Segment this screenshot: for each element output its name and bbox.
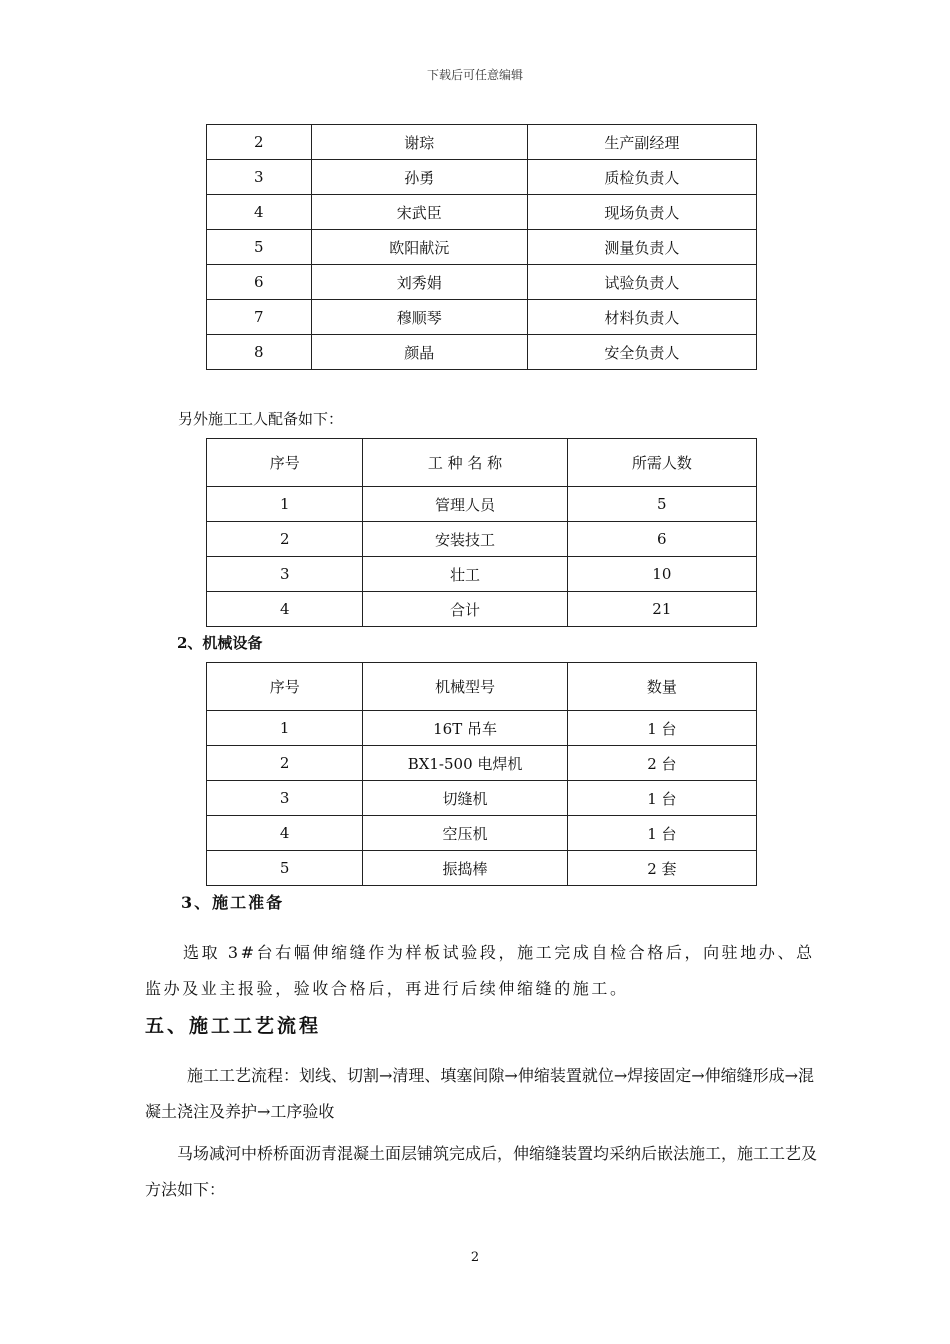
table-cell: 2 台 (567, 746, 756, 781)
table-cell: 6 (207, 265, 312, 300)
table-row (207, 125, 757, 160)
column-header: 机械型号 (363, 663, 567, 711)
table-cell: 刘秀娟 (311, 265, 527, 300)
table-cell: 欧阳献沅 (311, 230, 527, 265)
table-cell: 安全负责人 (527, 335, 756, 370)
table-cell: 8 (207, 335, 312, 370)
table-row (207, 746, 757, 781)
table-cell: 3 (207, 160, 312, 195)
column-header: 所需人数 (567, 439, 756, 487)
table-header-row (207, 663, 757, 711)
table-cell: 5 (207, 230, 312, 265)
table-cell: 3 (207, 557, 363, 592)
table-cell: 2 套 (567, 851, 756, 886)
page-number: 2 (470, 1250, 480, 1265)
table-cell: 测量负责人 (527, 230, 756, 265)
column-header: 序号 (207, 439, 363, 487)
table-cell: 空压机 (363, 816, 567, 851)
table-cell: 4 (207, 195, 312, 230)
table-cell: 2 (207, 125, 312, 160)
method-paragraph: 马场减河中桥桥面沥青混凝土面层铺筑完成后，伸缩缝装置均采纳后嵌法施工，施工工艺及方法如下： (145, 1144, 818, 1199)
table-row (207, 557, 757, 592)
process-paragraph: 施工工艺流程：划线、切割→清理、填塞间隙→伸缩装置就位→焊接固定→伸缩缝形成→混凝土浇注及养护→工序验收 (145, 1066, 815, 1121)
table-cell: 谢琮 (311, 125, 527, 160)
column-header: 数量 (567, 663, 756, 711)
table-cell: 壮工 (363, 557, 567, 592)
table-cell: 5 (207, 851, 363, 886)
table-row (207, 781, 757, 816)
table-cell: 质检负责人 (527, 160, 756, 195)
table-cell: 2 (207, 746, 363, 781)
page-header: 下载后可任意编辑 (426, 68, 523, 82)
table-cell: 材料负责人 (527, 300, 756, 335)
table-row (207, 522, 757, 557)
table-cell: 6 (567, 522, 756, 557)
workers-intro: 另外施工工人配备如下： (178, 410, 344, 428)
equipment-table (206, 662, 757, 886)
table-cell: 生产副经理 (527, 125, 756, 160)
table-cell: 孙勇 (311, 160, 527, 195)
table-cell: 穆顺琴 (311, 300, 527, 335)
table-row (207, 230, 757, 265)
table-cell: 安装技工 (363, 522, 567, 557)
table-cell: 10 (567, 557, 756, 592)
table-cell: 16T 吊车 (363, 711, 567, 746)
table-cell: 现场负责人 (527, 195, 756, 230)
table-cell: 21 (567, 592, 756, 627)
column-header: 工 种 名 称 (363, 439, 567, 487)
table-cell: 1 (207, 487, 363, 522)
staff-table (206, 124, 757, 370)
section-5-heading: 五、施工工艺流程 (145, 1015, 322, 1037)
table-cell: 4 (207, 816, 363, 851)
table-cell: 宋武臣 (311, 195, 527, 230)
table-cell: 1 台 (567, 816, 756, 851)
column-header: 序号 (207, 663, 363, 711)
table-cell: 1 台 (567, 781, 756, 816)
table-cell: 2 (207, 522, 363, 557)
table-row (207, 335, 757, 370)
table-cell: 管理人员 (363, 487, 567, 522)
table-cell: 3 (207, 781, 363, 816)
table-row (207, 816, 757, 851)
table-cell: 切缝机 (363, 781, 567, 816)
table-row (207, 592, 757, 627)
section-3-heading: 3、施工准备 (181, 893, 285, 912)
table-row (207, 265, 757, 300)
table-cell: 合计 (363, 592, 567, 627)
table-cell: 振捣棒 (363, 851, 567, 886)
table-cell: 7 (207, 300, 312, 335)
table-cell: 1 台 (567, 711, 756, 746)
table-cell: BX1-500 电焊机 (363, 746, 567, 781)
workers-table (206, 438, 757, 627)
section-3-paragraph: 选取 3#台右幅伸缩缝作为样板试验段，施工完成自检合格后，向驻地办、总监办及业主报验，验收合格后，再进行后续伸缩缝的施工。 (145, 943, 815, 998)
table-cell: 4 (207, 592, 363, 627)
table-header-row (207, 439, 757, 487)
table-cell: 试验负责人 (527, 265, 756, 300)
table-row (207, 851, 757, 886)
table-row (207, 160, 757, 195)
table-cell: 1 (207, 711, 363, 746)
table-row (207, 300, 757, 335)
section-2-heading: 2、机械设备 (177, 634, 263, 652)
table-row (207, 487, 757, 522)
table-cell: 5 (567, 487, 756, 522)
table-cell: 颜晶 (311, 335, 527, 370)
table-row (207, 711, 757, 746)
table-row (207, 195, 757, 230)
